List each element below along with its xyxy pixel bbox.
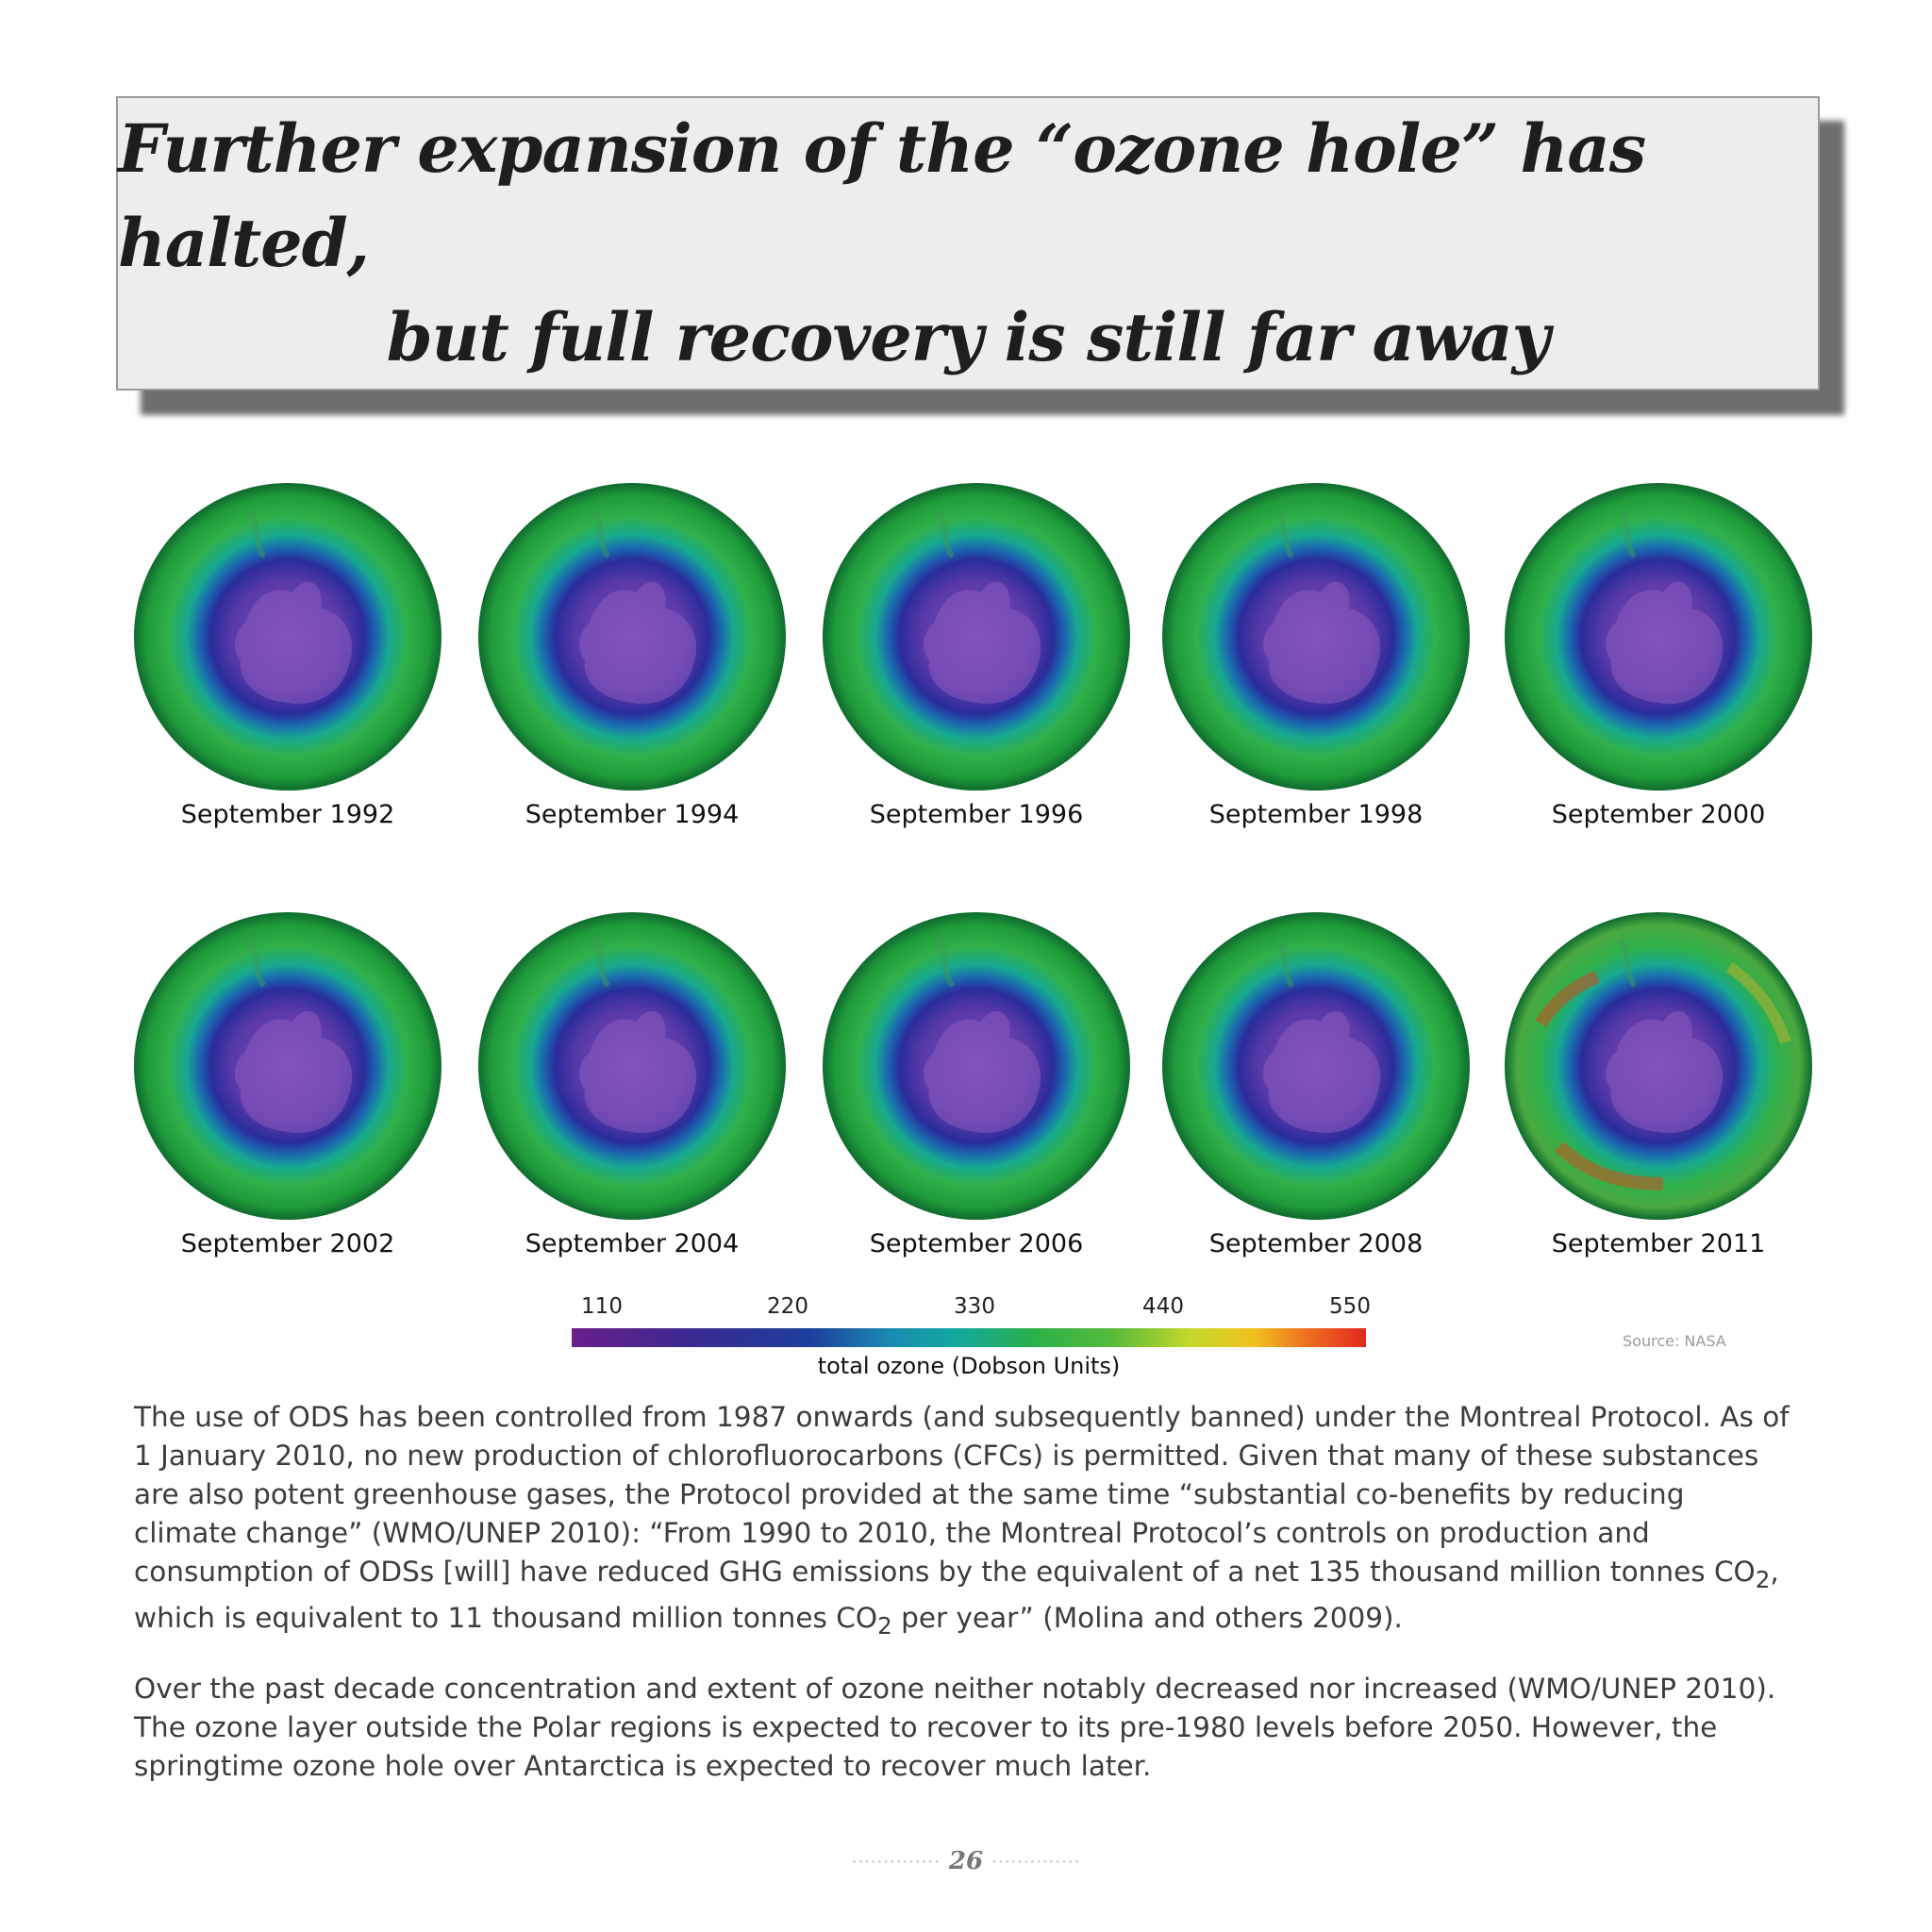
globe-cell — [472, 910, 792, 1258]
scale-tick: 220 — [767, 1294, 808, 1319]
scale-tick: 550 — [1329, 1294, 1371, 1319]
scale-label: total ozone (Dobson Units) — [817, 1353, 1121, 1379]
scale-tick: 110 — [581, 1294, 623, 1319]
paragraph-1-part-a: The use of ODS has been controlled from 1987 onwards (and subsequently banned) under the Montreal Protocol. As of 1 January 2010, no new production of chlorofluorocarbons (CFCs) is permitted. Given that many of these substances are also potent greenhouse gases, the Protocol provided at the same time “substantial co-benefits by reducing climate change” (WMO/UNEP 2010): “From 1990 to 2010, the Montreal Protocol’s controls on production and consumption of ODSs [will] have reduced GHG emissions by the equivalent of a net 135 thousand million tonnes CO — [134, 1401, 1790, 1588]
globe-cell — [127, 910, 448, 1258]
ozone-globe-icon — [1503, 910, 1814, 1222]
globe-label: September 2011 — [1551, 1229, 1766, 1258]
scale-ticks — [572, 1294, 1371, 1328]
ozone-globe-icon — [1160, 910, 1472, 1222]
co2-subscript: 2 — [1755, 1565, 1771, 1593]
globe-label: September 1998 — [1208, 800, 1424, 829]
ozone-globe-icon — [132, 481, 443, 792]
ozone-globe-icon — [476, 481, 788, 792]
globe-label: September 1992 — [180, 800, 395, 829]
globe-label: September 2002 — [180, 1229, 395, 1258]
globe-cell — [1156, 910, 1476, 1258]
color-scale — [572, 1294, 1371, 1379]
ozone-globe-icon — [821, 481, 1132, 792]
paragraph-1-part-b: , which is equivalent to 11 thousand million tonnes CO — [134, 1556, 1779, 1634]
body-text — [134, 1398, 1794, 1810]
globe-cell — [127, 481, 448, 829]
ozone-globe-icon — [476, 910, 788, 1222]
globe-cell — [1498, 910, 1819, 1258]
paragraph-1-part-c: per year” (Molina and others 2009). — [891, 1601, 1403, 1634]
title-line-2: but full recovery is still far away — [386, 298, 1550, 376]
title-box — [116, 96, 1820, 391]
scale-gradient-bar — [572, 1328, 1366, 1347]
ozone-globe-icon — [1160, 481, 1472, 792]
page-number-dots-right: ·············· — [991, 1852, 1081, 1873]
scale-tick: 330 — [954, 1294, 995, 1319]
ozone-globe-icon — [132, 910, 443, 1222]
globe-label: September 1996 — [869, 800, 1084, 829]
globe-cell — [472, 481, 792, 829]
globe-cell — [816, 481, 1137, 829]
globe-label: September 2004 — [525, 1229, 740, 1258]
globe-label: September 1994 — [525, 800, 740, 829]
source-credit: Source: NASA — [1623, 1332, 1726, 1350]
globe-cell — [816, 910, 1137, 1258]
ozone-globe-icon — [821, 910, 1132, 1222]
ozone-globe-icon — [1503, 481, 1814, 792]
globe-cell — [1156, 481, 1476, 829]
globe-label: September 2006 — [869, 1229, 1084, 1258]
scale-tick: 440 — [1142, 1294, 1184, 1319]
page-number-value: 26 — [948, 1847, 984, 1875]
paragraph-1 — [134, 1398, 1794, 1645]
title-line-1: Further expansion of the “ozone hole” has halted, — [118, 109, 1646, 282]
page-number-dots-left: ·············· — [851, 1852, 941, 1873]
globe-label: September 2008 — [1208, 1229, 1424, 1258]
page-number — [0, 1847, 1932, 1875]
globe-cell — [1498, 481, 1819, 829]
globe-label: September 2000 — [1551, 800, 1766, 829]
paragraph-2: Over the past decade concentration and extent of ozone neither notably decreased nor increased (WMO/UNEP 2010). The ozone layer outside the Polar regions is expected to recover to its pre-1980 levels before 2050. However, the springtime ozone hole over Antarctica is expected to recover much later. — [134, 1672, 1776, 1782]
co2-subscript: 2 — [877, 1611, 892, 1640]
